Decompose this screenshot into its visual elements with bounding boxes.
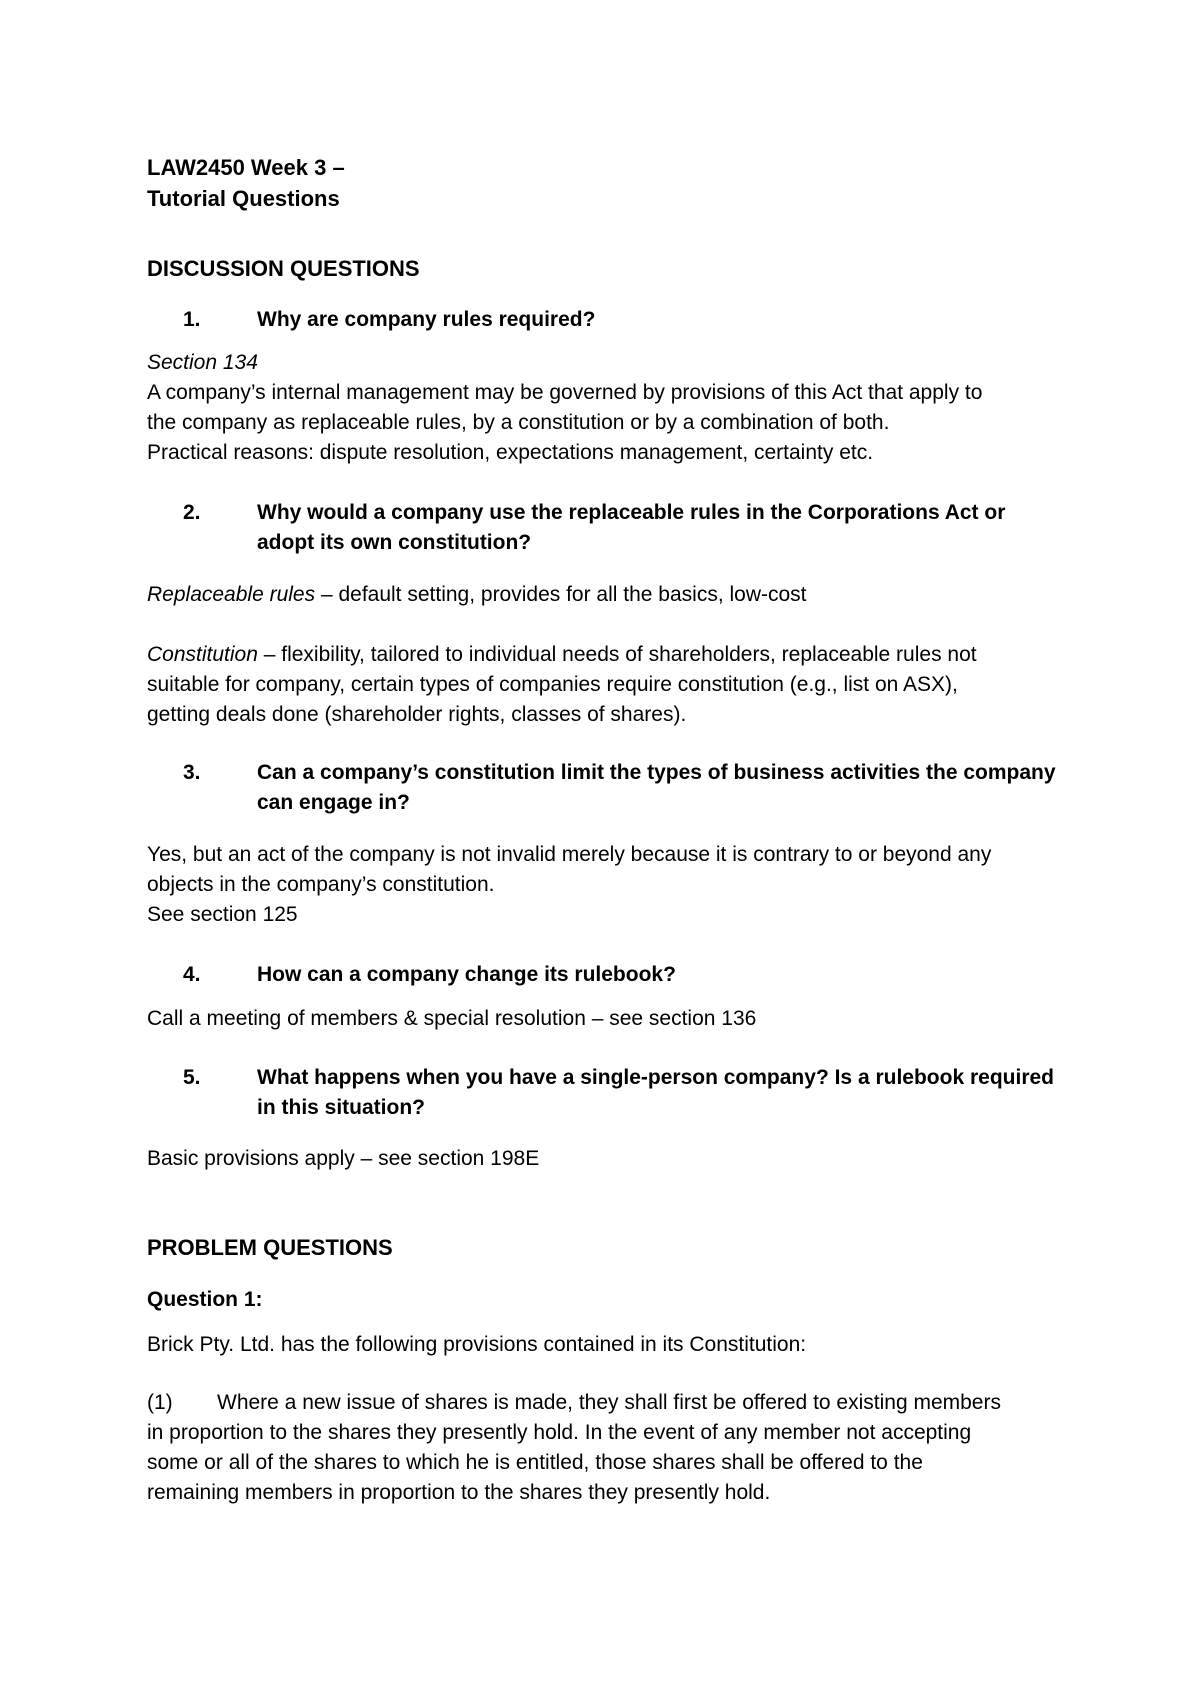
question-1-number: 1.: [183, 308, 201, 331]
constitution-label: Constitution: [147, 643, 258, 666]
question-1-answer-line: the company as replaceable rules, by a constitution or by a combination of both.: [147, 411, 890, 434]
question-1-reference: Section 134: [147, 351, 258, 374]
replaceable-rules-label: Replaceable rules: [147, 583, 316, 606]
provision-number: (1): [147, 1391, 173, 1414]
provision-text-line: some or all of the shares to which he is entitled, those shares shall be offered to the: [147, 1451, 923, 1474]
replaceable-rules-text: – default setting, provides for all the basics, low-cost: [315, 583, 807, 606]
question-2-number: 2.: [183, 501, 201, 524]
question-3-text-line: can engage in?: [257, 791, 410, 814]
question-5-text-line: What happens when you have a single-person company? Is a rulebook required: [257, 1066, 1054, 1089]
question-2-text-line: adopt its own constitution?: [257, 531, 532, 554]
constitution-text: – flexibility, tailored to individual needs of shareholders, replaceable rules not: [257, 643, 977, 666]
question-1-answer-line: Practical reasons: dispute resolution, expectations management, certainty etc.: [147, 441, 874, 464]
provision-text-line: remaining members in proportion to the shares they presently hold.: [147, 1481, 771, 1504]
question-5-number: 5.: [183, 1066, 201, 1089]
problem-intro: Brick Pty. Ltd. has the following provisions contained in its Constitution:: [147, 1333, 807, 1356]
question-2-constitution-answer: [147, 640, 977, 670]
provision-1-first-line: [147, 1388, 1001, 1418]
question-4-text: How can a company change its rulebook?: [257, 963, 676, 986]
question-2-text-line: Why would a company use the replaceable rules in the Corporations Act or: [257, 501, 1006, 524]
question-3-text-line: Can a company’s constitution limit the types of business activities the company: [257, 761, 1056, 784]
question-5-text-line: in this situation?: [257, 1096, 425, 1119]
question-2-constitution-line: suitable for company, certain types of companies require constitution (e.g., list on ASX),: [147, 673, 958, 696]
doc-title-line-1: LAW2450 Week 3 –: [147, 155, 345, 180]
discussion-heading: DISCUSSION QUESTIONS: [147, 256, 420, 281]
problem-heading: PROBLEM QUESTIONS: [147, 1235, 393, 1260]
question-2-replaceable-answer: [147, 580, 807, 610]
question-5-answer: Basic provisions apply – see section 198E: [147, 1147, 540, 1170]
question-2-constitution-line: getting deals done (shareholder rights, classes of shares).: [147, 703, 687, 726]
question-1-text: Why are company rules required?: [257, 308, 596, 331]
question-4-answer: Call a meeting of members & special resolution – see section 136: [147, 1007, 757, 1030]
provision-text-line: Where a new issue of shares is made, they shall first be offered to existing members: [217, 1391, 1001, 1414]
question-3-answer-line: Yes, but an act of the company is not invalid merely because it is contrary to or beyond any: [147, 843, 992, 866]
doc-title-line-2: Tutorial Questions: [147, 186, 340, 211]
question-3-answer-line: See section 125: [147, 903, 298, 926]
question-1-answer-line: A company’s internal management may be governed by provisions of this Act that apply to: [147, 381, 983, 404]
question-3-number: 3.: [183, 761, 201, 784]
provision-text-line: in proportion to the shares they presently hold. In the event of any member not accepting: [147, 1421, 972, 1444]
question-4-number: 4.: [183, 963, 201, 986]
question-3-answer-line: objects in the company’s constitution.: [147, 873, 495, 896]
problem-question-label: Question 1:: [147, 1288, 263, 1311]
